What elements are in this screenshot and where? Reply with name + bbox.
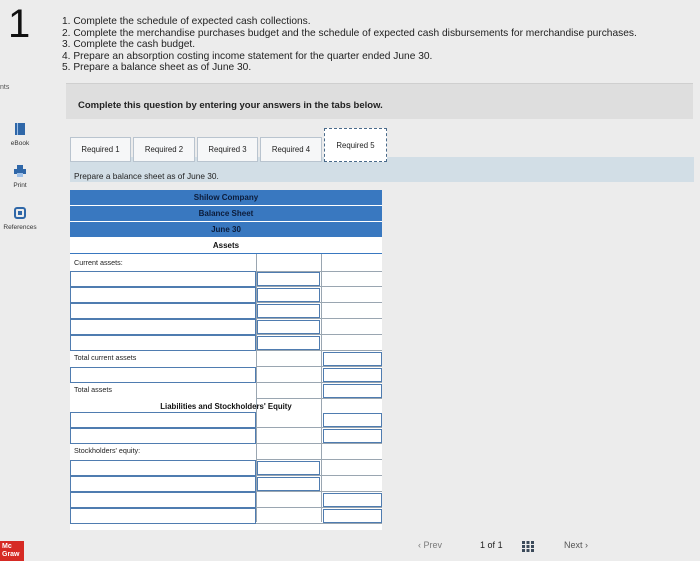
asset-entry-row xyxy=(70,303,382,319)
print-tool[interactable] xyxy=(0,164,46,189)
prev-button[interactable] xyxy=(418,540,442,550)
equity-name-input[interactable] xyxy=(70,476,256,492)
liability-amount-input[interactable] xyxy=(323,429,382,443)
instruction-item: 5. Prepare a balance sheet as of June 30. xyxy=(62,62,252,73)
liability-name-input[interactable] xyxy=(70,412,256,428)
assets-heading: Assets xyxy=(212,241,240,250)
total-assets-label: Total assets xyxy=(70,383,256,399)
equity-amount-input[interactable] xyxy=(323,493,382,507)
sheet-date-row xyxy=(70,222,382,238)
chevron-left-icon: ‹ xyxy=(418,540,424,550)
instruction-item: 1. Complete the schedule of expected cash collections. xyxy=(62,16,311,27)
page-count xyxy=(480,540,503,550)
references-label: References xyxy=(3,224,37,231)
mcgraw-logo: Mc Graw xyxy=(0,541,24,561)
next-label: Next xyxy=(564,540,583,550)
equity-name-input[interactable] xyxy=(70,460,256,476)
equity-entry-row xyxy=(70,476,382,492)
printer-icon xyxy=(0,164,46,180)
asset-entry-row xyxy=(70,271,382,287)
page-of: of xyxy=(487,540,496,550)
company-name-row xyxy=(70,190,382,206)
current-assets-label: Current assets: xyxy=(70,256,256,272)
balance-sheet xyxy=(70,190,382,530)
references-tool[interactable] xyxy=(0,206,46,231)
liability-entry-row xyxy=(70,412,382,428)
instruction-item: 2. Complete the merchandise purchases budget and the schedule of expected cash disbursements for merchandise purchases. xyxy=(62,27,637,39)
equity-name-input[interactable] xyxy=(70,508,256,524)
asset-name-input[interactable] xyxy=(70,319,256,335)
ebook-tool[interactable] xyxy=(0,122,46,147)
equity-entry-row xyxy=(70,508,382,524)
liability-entry-row xyxy=(70,428,382,444)
tab-required-4[interactable]: Required 4 xyxy=(260,137,322,162)
liability-amount-input[interactable] xyxy=(323,413,382,427)
tab-required-5[interactable]: Required 5 xyxy=(324,128,387,162)
instruction-item: 4. Prepare an absorption costing income statement for the quarter ended June 30. xyxy=(62,50,433,62)
asset-amount-input[interactable] xyxy=(323,368,382,382)
total-current-assets-label: Total current assets xyxy=(70,351,256,367)
total-assets-input[interactable] xyxy=(323,384,382,398)
total-assets-row xyxy=(70,383,382,399)
asset-name-input[interactable] xyxy=(70,303,256,319)
asset-name-input[interactable] xyxy=(70,271,256,287)
asset-amount-input[interactable] xyxy=(257,320,320,334)
prompt-text: Prepare a balance sheet as of June 30. xyxy=(74,171,219,181)
instruction-item: 3. Complete the cash budget. xyxy=(62,39,196,50)
sheet-title: Balance Sheet xyxy=(198,209,254,218)
asset-entry-row xyxy=(70,367,382,383)
page-current: 1 xyxy=(480,540,486,550)
references-icon xyxy=(0,206,46,222)
question-number: 1 xyxy=(8,2,31,46)
tab-required-2[interactable]: Required 2 xyxy=(133,137,195,162)
points-label: nts xyxy=(0,84,10,91)
asset-name-input[interactable] xyxy=(70,335,256,351)
asset-amount-input[interactable] xyxy=(257,272,320,286)
equity-entry-row xyxy=(70,492,382,508)
equity-amount-input[interactable] xyxy=(257,461,320,475)
stockholders-equity-label: Stockholders' equity: xyxy=(70,444,256,460)
equity-amount-input[interactable] xyxy=(257,477,320,491)
liabilities-heading: Liabilities and Stockholders' Equity xyxy=(160,402,292,411)
book-icon xyxy=(0,122,46,138)
equity-name-input[interactable] xyxy=(70,492,256,508)
prev-label: Prev xyxy=(423,540,443,550)
asset-amount-input[interactable] xyxy=(257,288,320,302)
stockholders-equity-row xyxy=(70,444,382,460)
tab-required-3[interactable]: Required 3 xyxy=(197,137,258,162)
page-total: 1 xyxy=(497,540,503,550)
answer-banner: Complete this question by entering your answers in the tabs below. xyxy=(66,83,693,119)
asset-name-input[interactable] xyxy=(70,287,256,303)
asset-entry-row xyxy=(70,287,382,303)
assets-heading-row xyxy=(70,238,382,254)
chevron-right-icon: › xyxy=(582,540,589,550)
grid-icon[interactable] xyxy=(522,541,534,554)
current-assets-row xyxy=(70,256,382,272)
liability-name-input[interactable] xyxy=(70,428,256,444)
tab-required-1[interactable]: Required 1 xyxy=(70,137,131,162)
company-name: Shilow Company xyxy=(193,193,259,202)
asset-entry-row xyxy=(70,319,382,335)
print-label: Print xyxy=(13,182,27,189)
equity-amount-input[interactable] xyxy=(323,509,382,523)
sheet-title-row xyxy=(70,206,382,222)
total-current-assets-row xyxy=(70,351,382,367)
asset-entry-row xyxy=(70,335,382,351)
next-button[interactable] xyxy=(564,540,588,550)
total-current-assets-input[interactable] xyxy=(323,352,382,366)
sheet-date: June 30 xyxy=(211,225,241,234)
ebook-label: eBook xyxy=(10,140,30,147)
asset-name-input[interactable] xyxy=(70,367,256,383)
asset-amount-input[interactable] xyxy=(257,336,320,350)
equity-entry-row xyxy=(70,460,382,476)
instructions-list xyxy=(62,16,637,74)
asset-amount-input[interactable] xyxy=(257,304,320,318)
